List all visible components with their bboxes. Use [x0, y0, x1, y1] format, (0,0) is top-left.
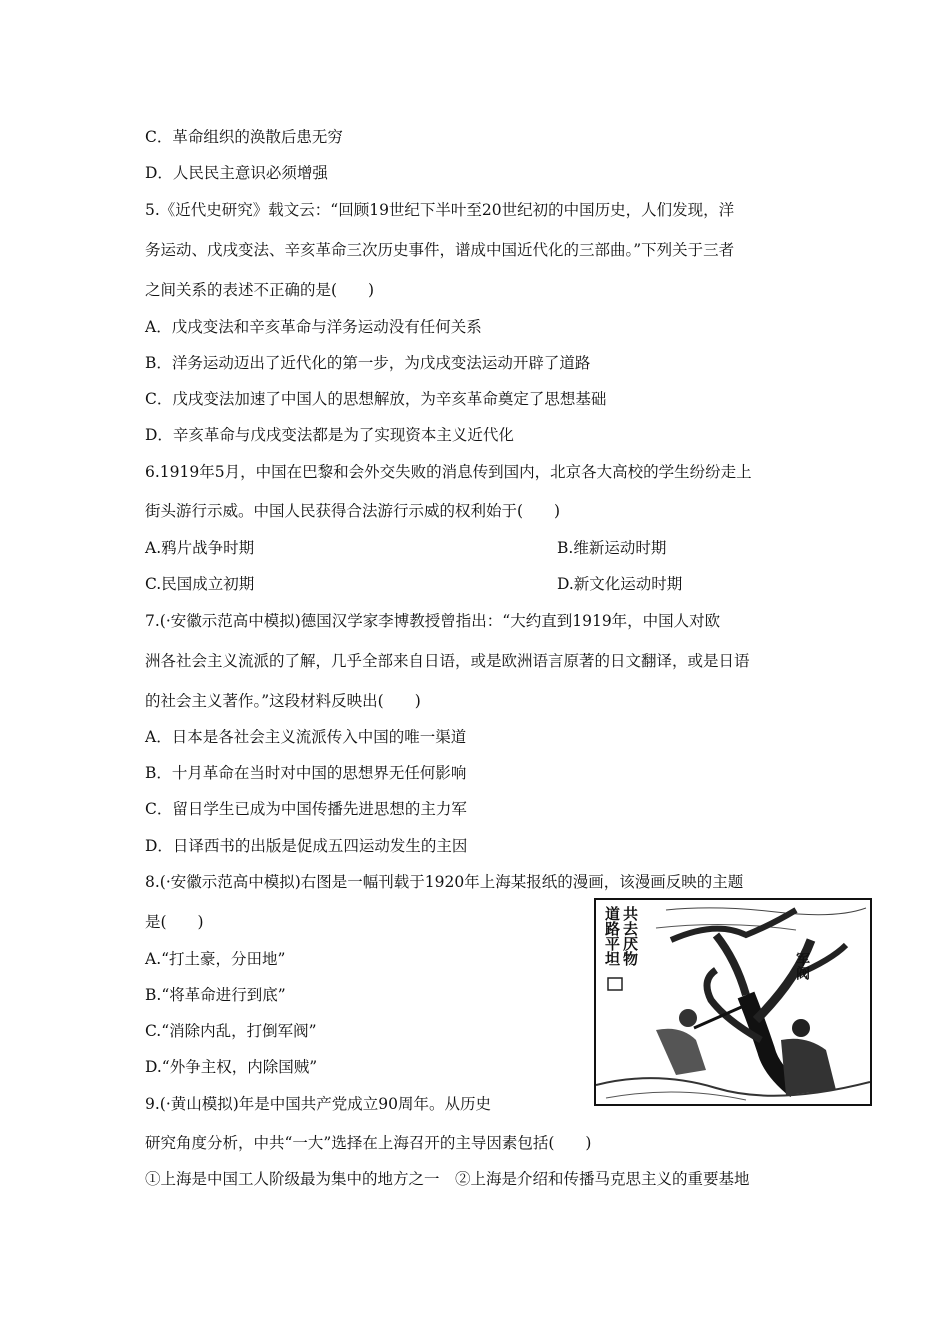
text-line-q5optd: D．辛亥革命与戊戌变法都是为了实现资本主义近代化	[145, 426, 514, 444]
q6-option-b: B.维新运动时期	[557, 539, 667, 557]
text-line-q7c: 的社会主义著作。”这段材料反映出( )	[145, 692, 421, 710]
text-line-q8a: 8.(·安徽示范高中模拟)右图是一幅刊载于1920年上海某报纸的漫画，该漫画反映的主题	[145, 873, 744, 891]
q6-option-a: A.鸦片战争时期	[145, 539, 255, 557]
q6-option-c: C.民国成立初期	[145, 575, 255, 593]
text-line-q8b: 是( )	[145, 913, 204, 931]
text-line-q8optb: B.“将革命进行到底”	[145, 986, 286, 1004]
text-line-q8optd: D.“外争主权，内除国贼”	[145, 1058, 318, 1076]
cartoon-figure	[594, 898, 872, 1106]
text-line-q6a: 6.1919年5月，中国在巴黎和会外交失败的消息传到国内，北京各大高校的学生纷纷走上	[145, 463, 752, 481]
text-line-q7optb: B．十月革命在当时对中国的思想界无任何影响	[145, 764, 467, 782]
text-line-q7opta: A．日本是各社会主义流派传入中国的唯一渠道	[145, 728, 467, 746]
cartoon-caption-col-1: 共去厌物	[621, 906, 639, 966]
text-line-q8opta: A.“打土豪，分田地”	[145, 950, 286, 968]
text-line-q8optc: C.“消除内乱，打倒军阀”	[145, 1022, 317, 1040]
q6-options-row-1	[145, 538, 667, 558]
text-line-q5opta: A．戊戌变法和辛亥革命与洋务运动没有任何关系	[145, 318, 482, 336]
text-line-q9b: 研究角度分析，中共“一大”选择在上海召开的主导因素包括( )	[145, 1134, 592, 1152]
text-line-q7optc: C．留日学生已成为中国传播先进思想的主力军	[145, 800, 467, 818]
cartoon-tree-label: 军阀	[794, 952, 810, 980]
q6-options-row-2	[145, 574, 683, 594]
text-line-q5optc: C．戊戌变法加速了中国人的思想解放，为辛亥革命奠定了思想基础	[145, 390, 607, 408]
text-line-q6b: 街头游行示威。中国人民获得合法游行示威的权利始于( )	[145, 502, 561, 520]
q6-option-d: D.新文化运动时期	[557, 575, 683, 593]
text-line-q5optb: B．洋务运动迈出了近代化的第一步，为戊戌变法运动开辟了道路	[145, 354, 591, 372]
text-line-q7b: 洲各社会主义流派的了解，几乎全部来自日语，或是欧洲语言原著的日文翻译，或是日语	[145, 652, 750, 670]
text-line-q5b: 务运动、戊戌变法、辛亥革命三次历史事件，谱成中国近代化的三部曲。”下列关于三者	[145, 241, 735, 259]
text-line-q4d: D．人民民主意识必须增强	[145, 164, 328, 182]
text-line-q9c: ①上海是中国工人阶级最为集中的地方之一 ②上海是介绍和传播马克思主义的重要基地	[145, 1170, 750, 1188]
text-line-q9a: 9.(·黄山模拟)年是中国共产党成立90周年。从历史	[145, 1095, 492, 1113]
text-line-q7a: 7.(·安徽示范高中模拟)德国汉学家李博教授曾指出：“大约直到1919年，中国人对欧	[145, 612, 721, 630]
text-line-q5c: 之间关系的表述不正确的是( )	[145, 281, 375, 299]
text-line-q5a: 5.《近代史研究》载文云：“回顾19世纪下半叶至20世纪初的中国历史，人们发现，洋	[145, 201, 735, 219]
text-line-q7optd: D．日译西书的出版是促成五四运动发生的主因	[145, 837, 468, 855]
cartoon-caption-col-2: 道路平坦	[603, 906, 621, 966]
text-line-q4c: C．革命组织的涣散后患无穷	[145, 128, 343, 146]
cartoon-caption	[604, 906, 638, 966]
